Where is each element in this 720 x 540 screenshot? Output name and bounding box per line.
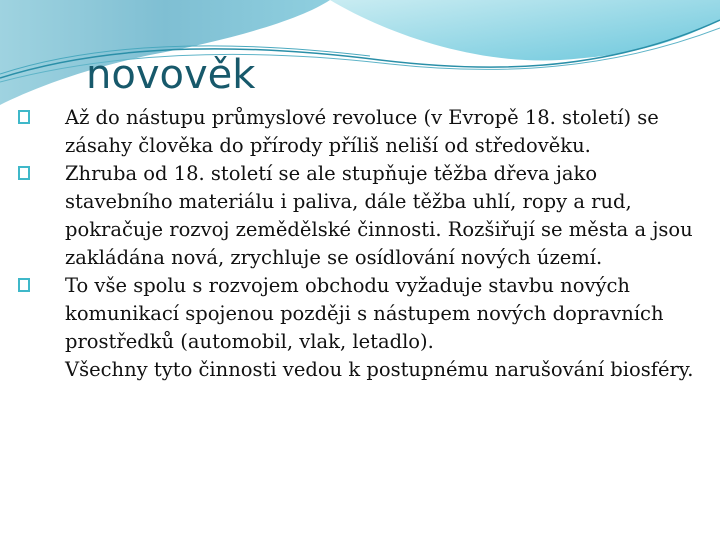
square-bullet-icon bbox=[18, 278, 30, 292]
continuation-text: Všechny tyto činnosti vedou k postupnému narušování biosféry. bbox=[65, 358, 694, 381]
bullet-text: To vše spolu s rozvojem obchodu vyžaduje stavbu nových komunikací spojenou později s nástupem nových dopravních prostředků (automobil, vlak, letadlo). bbox=[65, 274, 664, 353]
slide-body bbox=[18, 104, 708, 384]
square-bullet-icon bbox=[18, 110, 30, 124]
bullet-item bbox=[18, 160, 708, 272]
slide-title: novověk bbox=[86, 52, 256, 98]
square-bullet-icon bbox=[18, 166, 30, 180]
bullet-text: Až do nástupu průmyslové revoluce (v Evropě 18. století) se zásahy člověka do přírody příliš neliší od středověku. bbox=[65, 106, 659, 157]
bullet-text: Zhruba od 18. století se ale stupňuje těžba dřeva jako stavebního materiálu i paliva, dále těžba uhlí, ropy a rud, pokračuje rozvoj zemědělské činnosti. Rozšiřují se města a jsou zakládána nová, zrychluje se osídlování nových území. bbox=[65, 162, 693, 269]
bullet-item bbox=[18, 104, 708, 160]
bullet-item bbox=[18, 272, 708, 356]
